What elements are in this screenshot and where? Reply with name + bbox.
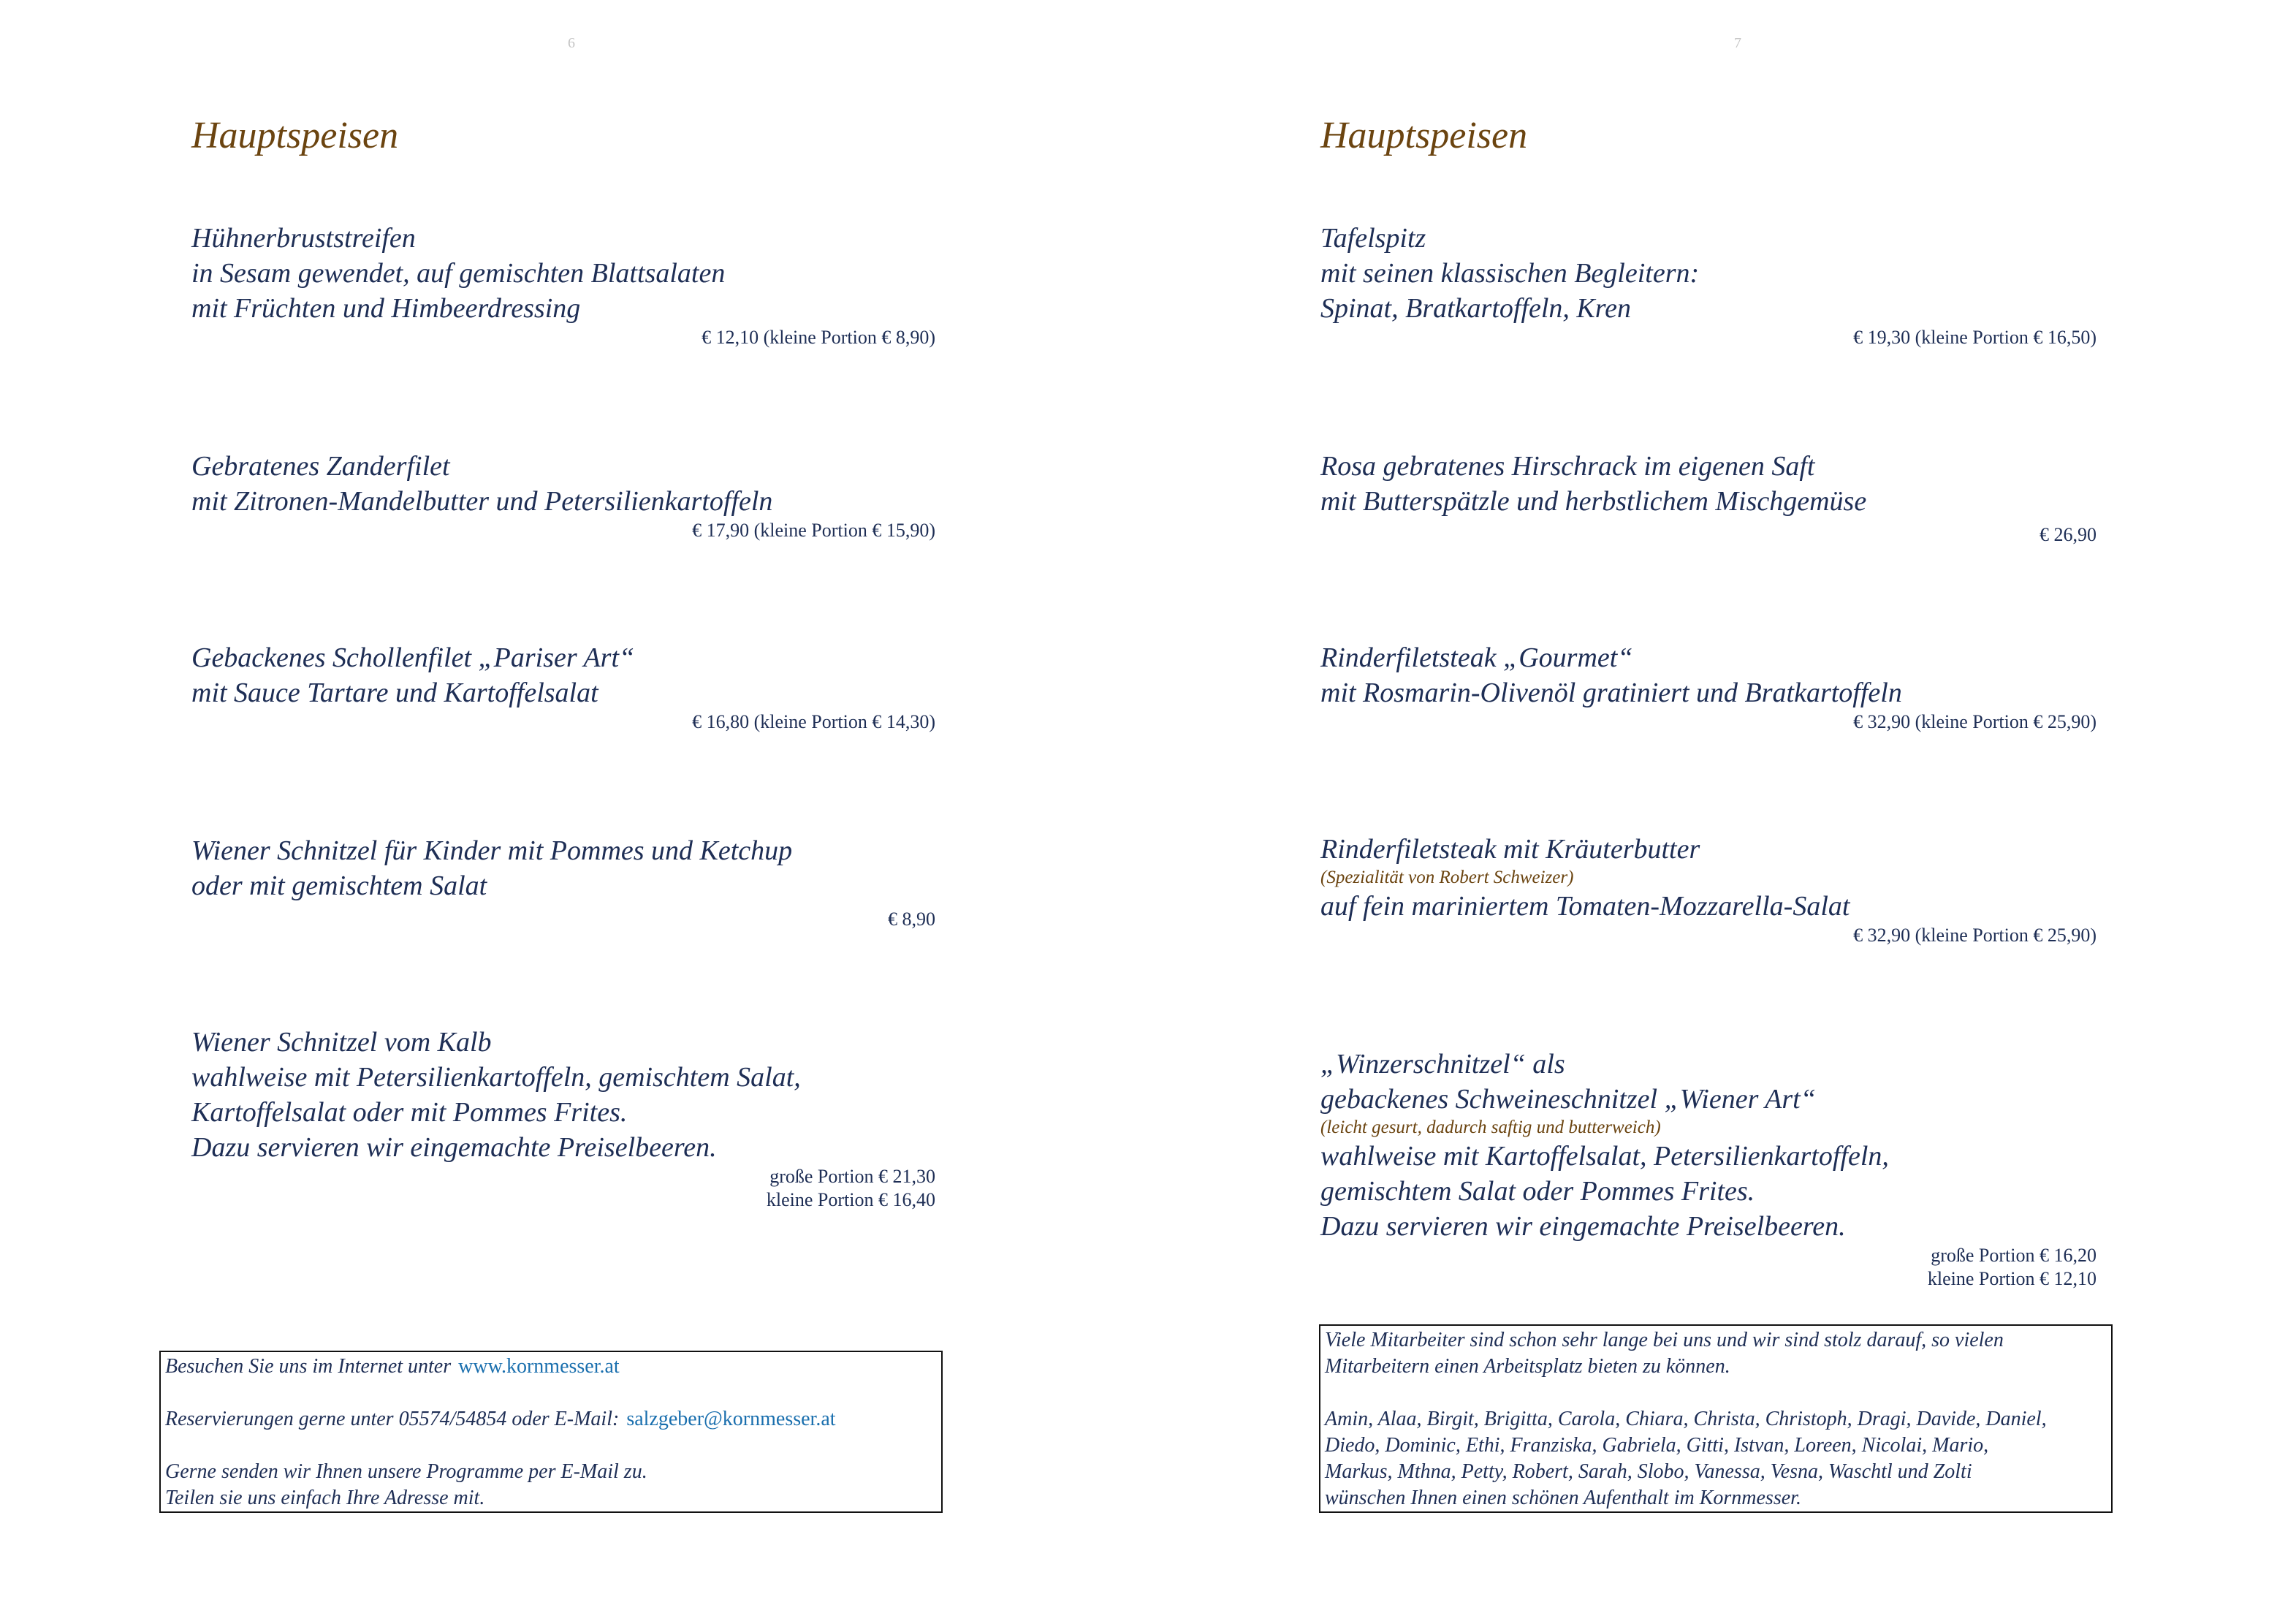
dish-title: Rosa gebratenes Hirschrack im eigenen Saft	[1320, 451, 1815, 482]
page-number: 7	[1734, 35, 1741, 51]
spacer	[1325, 1380, 2107, 1406]
email-link[interactable]: salzgeber@kornmesser.at	[626, 1408, 836, 1430]
menu-item-hirschrack	[1320, 449, 2097, 547]
menu-item-rinderfiletsteak-kraeuterbutter	[1320, 832, 2097, 947]
menu-item-winzerschnitzel	[1320, 1047, 2097, 1291]
dish-title: Gebratenes Zanderfilet	[191, 451, 450, 482]
dish-description: oder mit gemischtem Salat	[191, 870, 487, 901]
website-row	[165, 1354, 937, 1380]
dish-title: „Winzerschnitzel“ als	[1320, 1049, 1565, 1079]
dish-note: (Spezialität von Robert Schweizer)	[1320, 868, 1574, 887]
dish-price: € 17,90 (kleine Portion € 15,90)	[692, 520, 935, 541]
dish-description: in Sesam gewendet, auf gemischten Blattsalaten	[191, 258, 726, 289]
website-link[interactable]: www.kornmesser.at	[458, 1355, 620, 1378]
dish-price-small: kleine Portion € 16,40	[766, 1189, 935, 1210]
dish-title: Hühnerbruststreifen	[191, 223, 416, 254]
reservation-label: Reservierungen gerne unter 05574/54854 oder E-Mail:	[165, 1408, 620, 1430]
dish-price: € 16,80 (kleine Portion € 14,30)	[692, 711, 935, 732]
dish-title: Rinderfiletsteak „Gourmet“	[1320, 642, 1633, 673]
contact-info-box	[159, 1351, 943, 1513]
dish-description: mit Rosmarin-Olivenöl gratiniert und Bratkartoffeln	[1320, 678, 1902, 708]
menu-item-schollenfilet	[191, 640, 935, 734]
spacer	[165, 1380, 937, 1406]
dish-price: € 19,30 (kleine Portion € 16,50)	[1853, 327, 2097, 348]
spacer	[165, 1433, 937, 1459]
dish-title: Wiener Schnitzel für Kinder mit Pommes und Ketchup	[191, 835, 793, 866]
staff-names: Diedo, Dominic, Ethi, Franziska, Gabriela, Gitti, Istvan, Loreen, Nicolai, Mario,	[1325, 1434, 1989, 1457]
dish-description: wahlweise mit Petersilienkartoffeln, gemischtem Salat,	[191, 1062, 801, 1093]
newsletter-text: Gerne senden wir Ihnen unsere Programme per E-Mail zu.	[165, 1460, 647, 1483]
dish-description: mit Zitronen-Mandelbutter und Petersilienkartoffeln	[191, 486, 773, 517]
dish-price: € 26,90	[2040, 524, 2097, 545]
menu-item-wiener-schnitzel-kalb	[191, 1025, 935, 1212]
dish-description: gebackenes Schweineschnitzel „Wiener Art“	[1320, 1084, 1816, 1115]
page-number: 6	[568, 35, 575, 51]
dish-price: € 32,90 (kleine Portion € 25,90)	[1853, 711, 2097, 732]
dish-description: Spinat, Bratkartoffeln, Kren	[1320, 293, 1632, 324]
newsletter-text: Teilen sie uns einfach Ihre Adresse mit.	[165, 1487, 485, 1509]
menu-item-rinderfiletsteak-gourmet	[1320, 640, 2097, 734]
dish-price: € 8,90	[888, 908, 935, 930]
menu-item-huehnerbruststreifen	[191, 221, 935, 349]
dish-description: mit Früchten und Himbeerdressing	[191, 293, 581, 324]
menu-item-zanderfilet	[191, 449, 935, 542]
dish-description: mit Sauce Tartare und Kartoffelsalat	[191, 678, 598, 708]
section-heading: Hauptspeisen	[1320, 115, 1528, 156]
dish-price-small: kleine Portion € 12,10	[1927, 1268, 2097, 1289]
staff-names: Markus, Mthna, Petty, Robert, Sarah, Slobo, Vanessa, Vesna, Waschtl und Zolti	[1325, 1460, 1972, 1483]
staff-intro: Mitarbeitern einen Arbeitsplatz bieten zu können.	[1325, 1355, 1730, 1378]
menu-page-right	[1148, 0, 2296, 1624]
dish-description: Dazu servieren wir eingemachte Preiselbeeren.	[191, 1132, 717, 1163]
dish-price: € 32,90 (kleine Portion € 25,90)	[1853, 925, 2097, 946]
dish-price-large: große Portion € 16,20	[1931, 1245, 2097, 1266]
dish-price-large: große Portion € 21,30	[769, 1166, 935, 1187]
section-heading: Hauptspeisen	[191, 115, 399, 156]
dish-description: gemischtem Salat oder Pommes Frites.	[1320, 1176, 1755, 1207]
menu-item-tafelspitz	[1320, 221, 2097, 349]
dish-description: mit Butterspätzle und herbstlichem Mischgemüse	[1320, 486, 1867, 517]
dish-description: Kartoffelsalat oder mit Pommes Frites.	[191, 1097, 628, 1128]
reservation-row	[165, 1406, 937, 1433]
staff-info-box	[1319, 1324, 2113, 1513]
dish-title: Tafelspitz	[1320, 223, 1426, 254]
dish-title: Wiener Schnitzel vom Kalb	[191, 1027, 492, 1058]
staff-closing: wünschen Ihnen einen schönen Aufenthalt im Kornmesser.	[1325, 1487, 1801, 1509]
dish-description: mit seinen klassischen Begleitern:	[1320, 258, 1700, 289]
dish-price: € 12,10 (kleine Portion € 8,90)	[702, 327, 935, 348]
dish-note: (leicht gesurt, dadurch saftig und butterweich)	[1320, 1118, 1661, 1137]
website-label: Besuchen Sie uns im Internet unter	[165, 1355, 452, 1378]
dish-description: Dazu servieren wir eingemachte Preiselbeeren.	[1320, 1211, 1846, 1242]
dish-description: auf fein mariniertem Tomaten-Mozzarella-Salat	[1320, 891, 1850, 922]
dish-title: Gebackenes Schollenfilet „Pariser Art“	[191, 642, 635, 673]
menu-item-kinderschnitzel	[191, 833, 935, 931]
staff-names: Amin, Alaa, Birgit, Brigitta, Carola, Chiara, Christa, Christoph, Dragi, Davide, Daniel,	[1325, 1408, 2047, 1430]
dish-title: Rinderfiletsteak mit Kräuterbutter	[1320, 834, 1700, 865]
staff-intro: Viele Mitarbeiter sind schon sehr lange bei uns und wir sind stolz darauf, so vielen	[1325, 1329, 2004, 1351]
dish-description: wahlweise mit Kartoffelsalat, Petersilienkartoffeln,	[1320, 1141, 1889, 1172]
